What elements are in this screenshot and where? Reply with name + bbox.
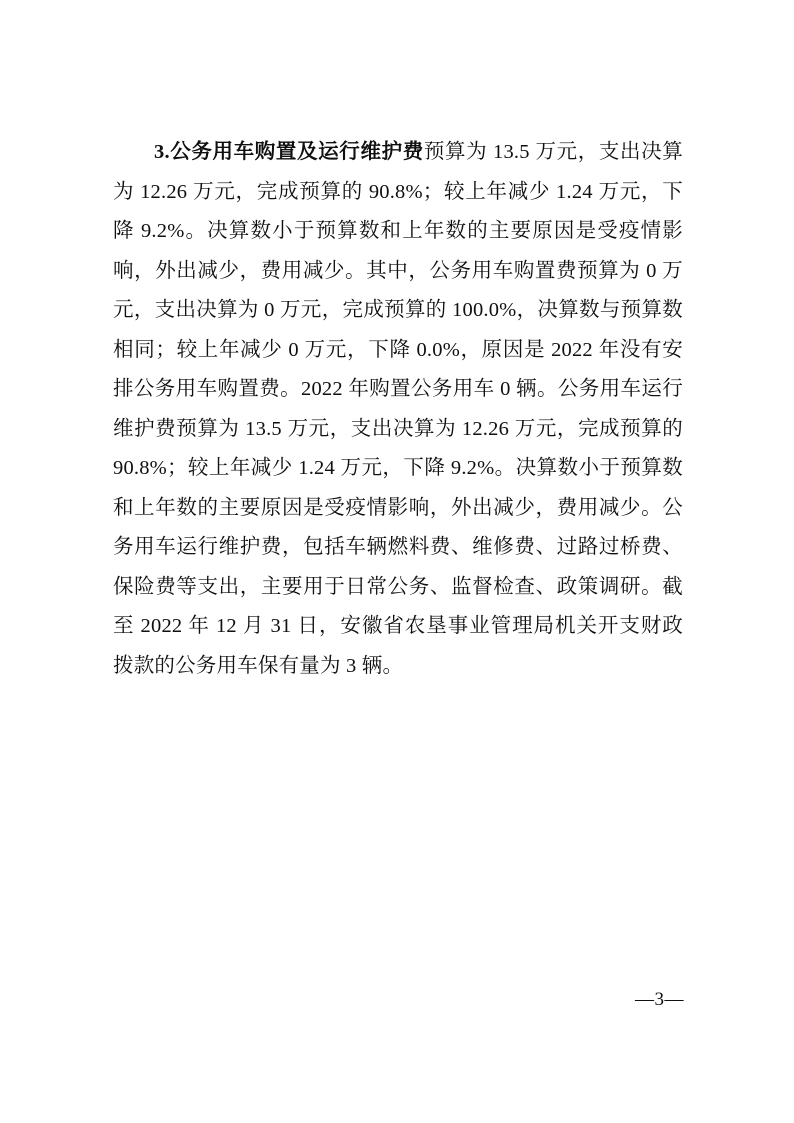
document-body <box>113 133 683 686</box>
paragraph-lead-label: 3.公务用车购置及运行维护费 <box>154 141 424 163</box>
page-number: —3— <box>635 989 684 1010</box>
paragraph-text: 预算为 13.5 万元，支出决算为 12.26 万元，完成预算的 90.8%；较上年减少 1.24 万元，下降 9.2%。决算数小于预算数和上年数的主要原因是受疫情影响，外出减少，费用减少。其中，公务用车购置费预算为 0 万元，支出决算为 0 万元，完成预算的 100.0%，决算数与预算数相同；较上年减少 0 万元，下降 0.0%，原因是 2022 年没有安排公务用车购置费。2022 年购置公务用车 0 辆。公务用车运行维护费预算为 13.5 万元，支出决算为 12.26 万元，完成预算的 90.8%；较上年减少 1.24 万元，下降 9.2%。决算数小于预算数和上年数的主要原因是受疫情影响，外出减少，费用减少。公务用车运行维护费，包括车辆燃料费、维修费、过路过桥费、保险费等支出，主要用于日常公务、监督检查、政策调研。截至 2022 年 12 月 31 日，安徽省农垦事业管理局机关开支财政拨款的公务用车保有量为 3 辆。 <box>113 141 683 677</box>
paragraph-official-vehicle-expense <box>113 133 683 686</box>
